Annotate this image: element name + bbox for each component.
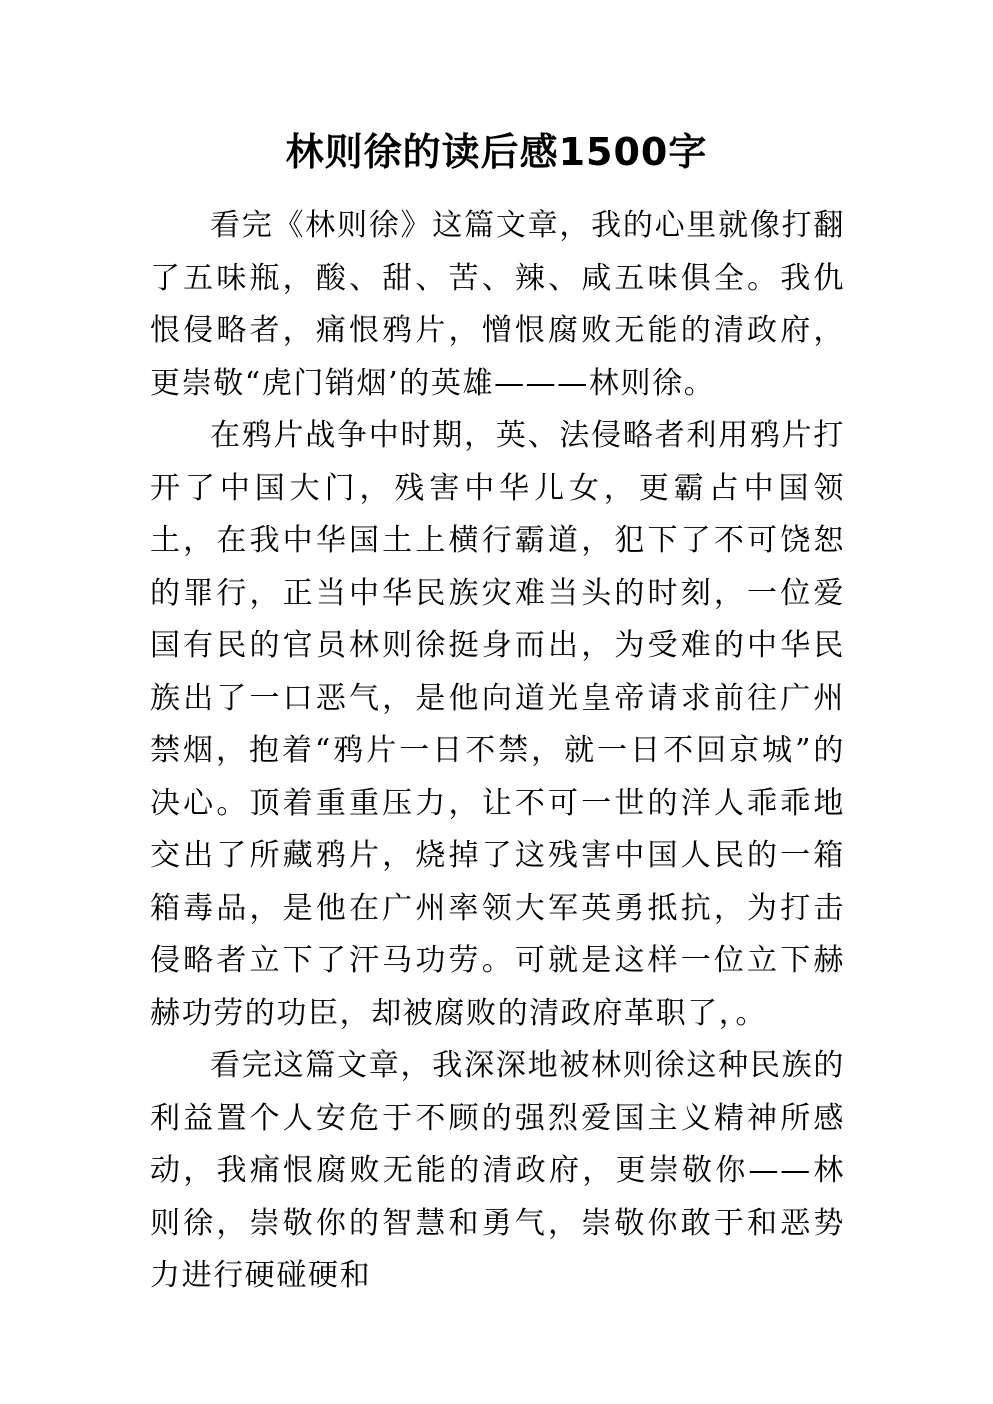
document-title: 林则徐的读后感1500字 [285,130,708,174]
paragraph-2: 在鸦片战争中时期，英、法侵略者利用鸦片打开了中国大门，残害中华儿女，更霸占中国领土，在我中华国土上横行霸道，犯下了不可饶恕的罪行，正当中华民族灾难当头的时刻，一位爱国有民的官员林则徐挺身而出，为受难的中华民族出了一口恶气，是他向道光皇帝请求前往广州禁烟，抱着“鸦片一日不禁，就一日不回京城”的决心。顶着重重压力，让不可一世的洋人乖乖地交出了所藏鸦片，烧掉了这残害中国人民的一箱箱毒品，是他在广州率领大军英勇抵抗，为打击侵略者立下了汗马功劳。可就是这样一位立下赫赫功劳的功臣，却被腐败的清政府革职了，。 [150,418,845,1031]
paragraph-3: 看完这篇文章，我深深地被林则徐这种民族的利益置个人安危于不顾的强烈爱国主义精神所感动，我痛恨腐败无能的清政府，更崇敬你——林则徐，崇敬你的智慧和勇气，崇敬你敢于和恶势力进行硬碰硬和 [150,1048,845,1293]
document-body [0,200,993,1303]
paragraph-1: 看完《林则徐》这篇文章，我的心里就像打翻了五味瓶，酸、甜、苦、辣、咸五味俱全。我仇恨侵略者，痛恨鸦片，憎恨腐败无能的清政府，更崇敬“虎门销烟’的英雄———林则徐。 [150,208,845,401]
